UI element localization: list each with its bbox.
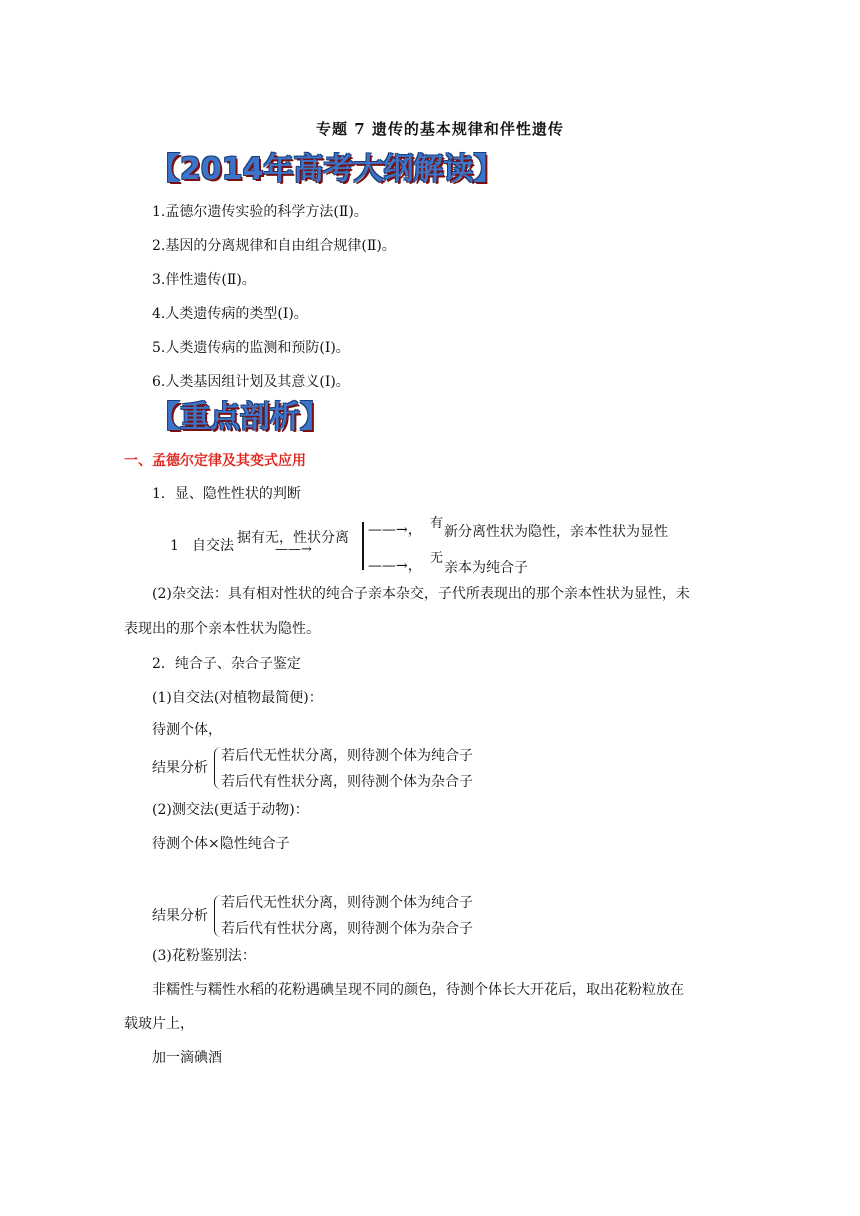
selfcross-method: 自交法 — [192, 538, 234, 554]
result2-b: 若后代有性状分离，则待测个体为杂合子 — [221, 921, 473, 937]
outline-item-6: 6.人类基因组计划及其意义(Ⅰ)。 — [152, 374, 350, 390]
result-label-1: 结果分析 — [152, 760, 208, 776]
branch-bar — [362, 522, 364, 570]
result1-a: 若后代无性状分离，则待测个体为纯合子 — [221, 748, 473, 764]
page-title: 专题 7 遗传的基本规律和伴性遗传 — [316, 120, 564, 138]
selfcross-index: 1 — [170, 538, 179, 554]
subheading-1: 1．显、隐性性状的判断 — [152, 486, 301, 502]
test-individual: 待测个体， — [152, 722, 222, 738]
section-heading: 一、孟德尔定律及其变式应用 — [124, 453, 306, 469]
outline-banner: 【2014年高考大纲解读】 — [150, 152, 504, 187]
cross-method-line-1: (2)杂交法：具有相对性状的纯合子亲本杂交，子代所表现出的那个亲本性状为显性，未 — [152, 586, 690, 602]
cross-method-line-2: 表现出的那个亲本性状为隐性。 — [124, 621, 320, 637]
result1-b: 若后代有性状分离，则待测个体为杂合子 — [221, 774, 473, 790]
branch-arrow-bottom: ——→， — [368, 558, 422, 574]
outline-item-3: 3.伴性遗传(Ⅱ)。 — [152, 272, 256, 288]
outline-item-1: 1.孟德尔遗传实验的科学方法(Ⅱ)。 — [152, 204, 368, 220]
analysis-banner: 【重点剖析】 — [150, 400, 330, 435]
testcross-method: (2)测交法(更适于动物)： — [152, 802, 309, 818]
pollen-text-2: 载玻片上， — [124, 1016, 194, 1032]
outline-item-4: 4.人类遗传病的类型(Ⅰ)。 — [152, 306, 308, 322]
none-result: 亲本为纯合子 — [444, 560, 528, 576]
none-label: 无 — [430, 551, 444, 566]
selfcross-condition: 据有无，性状分离 — [237, 530, 349, 546]
result2-a: 若后代无性状分离，则待测个体为纯合子 — [221, 895, 473, 911]
has-result: 新分离性状为隐性，亲本性状为显性 — [444, 524, 668, 540]
outline-item-5: 5.人类遗传病的监测和预防(Ⅰ)。 — [152, 340, 350, 356]
subheading-2: 2．纯合子、杂合子鉴定 — [152, 656, 301, 672]
has-label: 有 — [430, 516, 444, 531]
selfcross-arrow: ——→ — [275, 542, 312, 557]
pollen-method: (3)花粉鉴别法： — [152, 948, 256, 964]
result-label-2: 结果分析 — [152, 908, 208, 924]
outline-item-2: 2.基因的分离规律和自由组合规律(Ⅱ)。 — [152, 238, 396, 254]
testcross-individual: 待测个体×隐性纯合子 — [152, 836, 290, 852]
branch-arrow-top: ——→， — [368, 522, 422, 538]
iodine-step: 加一滴碘酒 — [152, 1050, 222, 1066]
pollen-text-1: 非糯性与糯性水稻的花粉遇碘呈现不同的颜色，待测个体长大开花后，取出花粉粒放在 — [152, 982, 684, 998]
self-method: (1)自交法(对植物最简便)： — [152, 690, 323, 706]
